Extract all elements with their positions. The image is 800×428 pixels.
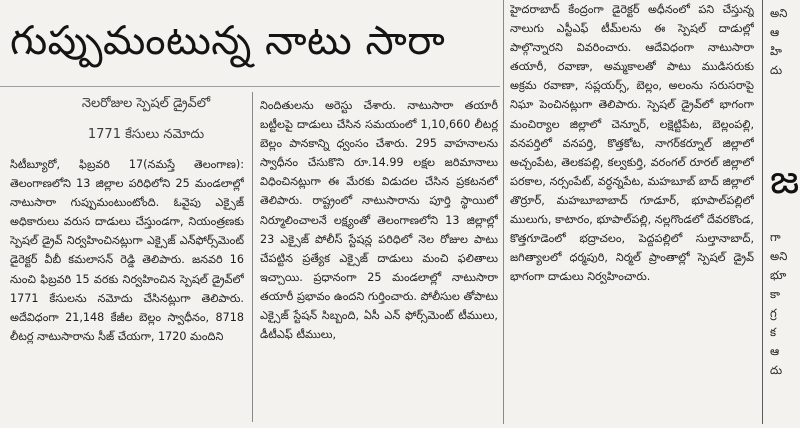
fragment-line: గ్ర bbox=[770, 306, 777, 320]
fragment-line: అని bbox=[770, 6, 788, 20]
adjacent-article-bottom-fragment bbox=[770, 228, 800, 418]
article-subhead-1: నెలరోజుల స్పెషల్ డ్రైవ్‌లో bbox=[81, 96, 211, 111]
headline-divider bbox=[0, 86, 500, 87]
fragment-line: అని bbox=[770, 249, 788, 263]
fragment-line: దు bbox=[770, 63, 783, 77]
article-subhead-2: 1771 కేసులు నమోదు bbox=[87, 127, 205, 142]
article-headline: గుప్పుమంటున్న నాటు సారా bbox=[10, 18, 446, 64]
column-divider-1 bbox=[252, 92, 253, 422]
adjacent-article-divider bbox=[762, 0, 763, 424]
adjacent-headline-fragment: జ bbox=[770, 157, 800, 203]
fragment-line: గా bbox=[770, 230, 781, 244]
article-column-2-text: నిందితులను అరెస్టు చేశారు. నాటుసారా తయారీ బట్టీలపై దాడులు చేసిన సమయంలో 1,10,660 లీటర్ల బెల్లం పానకాన్ని ధ్వంసం చేశారు. 295 వాహనాలను స్వాధీనం చేసుకొని రూ.14.99 లక్షల జరిమానాలు విధించినట్లుగా ఈ మేరకు విడుదల చేసిన ప్రకటనలో తెలిపారు. రాష్ట్రంలో నాటుసారాను పూర్తి స్థాయిలో నిర్మూలించాలనే లక్ష్యంతో తెలంగాణలోని 13 జిల్లాల్లో 23 ఎక్సైజ్ పోలీస్ స్టేషన్ల పరిధిలో నెల రోజుల పాటు చేపట్టిన ప్రత్యేక ఎక్సైజ్ దాడులు మంచి ఫలితాలు ఇచ్చాయి. ప్రధానంగా 25 మండలాల్లో నాటుసారా తయారీ ప్రభావం ఉందని గుర్తించారు. పోలీసుల తోపాటు ఎక్సైజ్ స్టేషన్ సిబ్బంది, ఏసీ ఎన్ ఫోర్స్‌మెంట్ టీములు, డీటీఎఫ్ టీములు, bbox=[260, 99, 498, 342]
adjacent-article-top-fragment bbox=[770, 4, 800, 124]
fragment-line: క bbox=[770, 325, 777, 339]
article-column-1-text: సిటీబ్యూరో, ఫిబ్రవరి 17(నమస్తే తెలంగాణ): తెలంగాణలోని 13 జిల్లాల పరిధిలోని 25 మండలాల్లో నాటుసారా గుప్పుమంటుంటోంది. ఓవైపు ఎక్సైజ్ అధికారులు వరుస దాడులు చేస్తుండగా, నియంత్రణకు స్పెషల్ డ్రైవ్ నిర్వహించినట్లుగా ఎక్సైజ్ ఎన్‌ఫోర్స్‌మెంట్ డైరెక్టర్ వీబీ కమలాసన్ రెడ్డి తెలిపారు. జనవరి 16 నుంచి ఫిబ్రవరి 15 వరకు నిర్వహించిన స్పెషల్ డ్రైవ్‌లో 1771 కేసులను నమోదు చేసినట్లుగా తెలిపారు. అదేవిధంగా 21,148 కేజీల బెల్లం స్వాధీనం, 8718 లీటర్ల నాటుసారాను సీజ్ చేయగా, 1720 మందిని bbox=[10, 158, 244, 343]
article-column-3-text: హైదరాబాద్ కేంద్రంగా డైరెక్టర్ అధీనంలో పని చేస్తున్న నాలుగు ఎస్టీఎఫ్ టీమ్‌లను ఈ స్పెషల్ దాడుల్లో పాల్గొన్నారని వివరించారు. ఆదేవిధంగా నాటుసారా తయారీ, రవాణా, అమ్మకాలతో పాటు ముడిసరుకు అక్రమ రవాణా, సప్లయర్స్, బెల్లం, అలంను సరుసరాపై నిఘా పెంచినట్లుగా తెలిపారు. స్పెషల్ డ్రైవ్‌లో భాగంగా మంచిర్యాల జిల్లాలో చెన్నూర్, లక్షెట్టిపేట, బెల్లంపల్లి, వనపర్తిలో వనపర్తి, కొత్తకోట, నాగర్‌కర్నూల్ జిల్లాలో అచ్చంపేట, తెలకపల్లి, కల్వకుర్తి, వరంగల్ రూరల్ జిల్లాలో పరకాల, నర్సంపేట్, వర్ధన్నపేట, మహబూబ్ బాద్ జిల్లాలో తొర్రూర్, మహబూబాబాద్ గూడూర్, భూపాల్‌పల్లిలో ములుగు, కాటారం, భూపాల్‌పల్లి, నల్లగొండలో దేవరకొండ, కొత్తగూడెంలో భద్రాచలం, పెద్దపల్లిలో సుల్తానాబాద్, జగిత్యాలలో ధర్మపురి, నిర్మల్ ప్రాంతాల్లో స్పెషల్ డ్రైవ్ భాగంగా దాడులు నిర్వహించారు. bbox=[510, 3, 754, 284]
fragment-line: ఆ bbox=[770, 344, 780, 358]
column-divider-2 bbox=[503, 0, 504, 424]
fragment-line: భూ bbox=[770, 268, 787, 282]
article-column-3 bbox=[510, 0, 754, 424]
fragment-line: ఆ bbox=[770, 25, 780, 39]
article-column-1 bbox=[10, 155, 244, 423]
fragment-line: హి bbox=[770, 44, 782, 58]
fragment-line: దు bbox=[770, 363, 783, 377]
article-column-2 bbox=[260, 96, 498, 424]
fragment-line: కా bbox=[770, 287, 780, 301]
